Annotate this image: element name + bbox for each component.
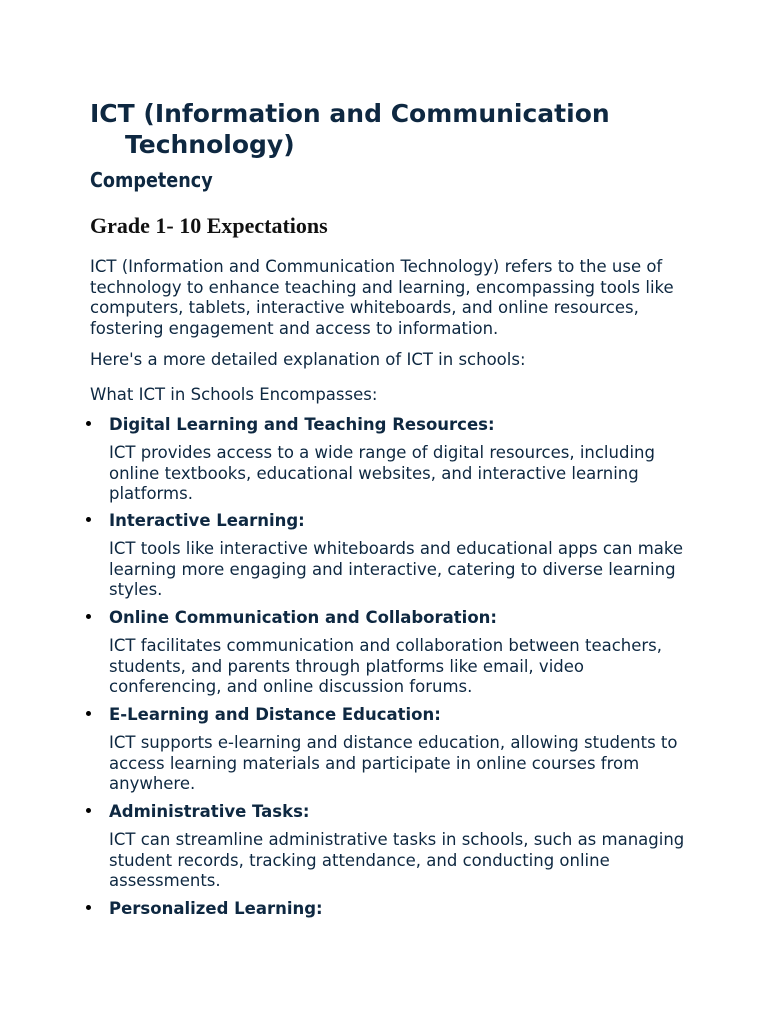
intro-paragraph: ICT (Information and Communication Technology) refers to the use of technology to enhance teaching and learning, encompassing tools like computers, tablets, interactive whiteboards, and online resources, fostering engagement and access to information. <box>90 257 674 338</box>
list-item-heading: E-Learning and Distance Education: <box>109 705 441 724</box>
list-item-heading: Administrative Tasks: <box>109 802 310 821</box>
explanation-lead: Here's a more detailed explanation of ICT in schools: <box>90 350 526 369</box>
document-title: ICT (Information and Communication Technology) <box>90 99 610 159</box>
list-item-description: ICT supports e-learning and distance education, allowing students to access learning materials and participate in online courses from anywhere. <box>109 733 678 793</box>
list-item-description: ICT facilitates communication and collaboration between teachers, students, and parents through platforms like email, video conferencing, and online discussion forums. <box>109 636 663 696</box>
bullet-icon <box>86 711 91 716</box>
encompasses-lead: What ICT in Schools Encompasses: <box>90 385 378 404</box>
bullet-icon <box>86 517 91 522</box>
list-item-description: ICT can streamline administrative tasks in schools, such as managing student records, tracking attendance, and conducting online assessments. <box>109 830 685 890</box>
list-item-heading: Digital Learning and Teaching Resources: <box>109 415 495 434</box>
grade-heading: Grade 1- 10 Expectations <box>90 213 328 238</box>
bullet-icon <box>86 614 91 619</box>
bullet-icon <box>86 808 91 813</box>
list-item-heading: Personalized Learning: <box>109 899 323 918</box>
list-item-description: ICT tools like interactive whiteboards and educational apps can make learning more engaging and interactive, catering to diverse learning styles. <box>109 539 684 599</box>
bullet-icon <box>86 905 91 910</box>
list-item-heading: Interactive Learning: <box>109 511 305 530</box>
list-item-description: ICT provides access to a wide range of digital resources, including online textbooks, educational websites, and interactive learning platforms. <box>109 443 655 503</box>
list-item-heading: Online Communication and Collaboration: <box>109 608 497 627</box>
bullet-icon <box>86 421 91 426</box>
document-subtitle: Competency <box>90 168 213 192</box>
